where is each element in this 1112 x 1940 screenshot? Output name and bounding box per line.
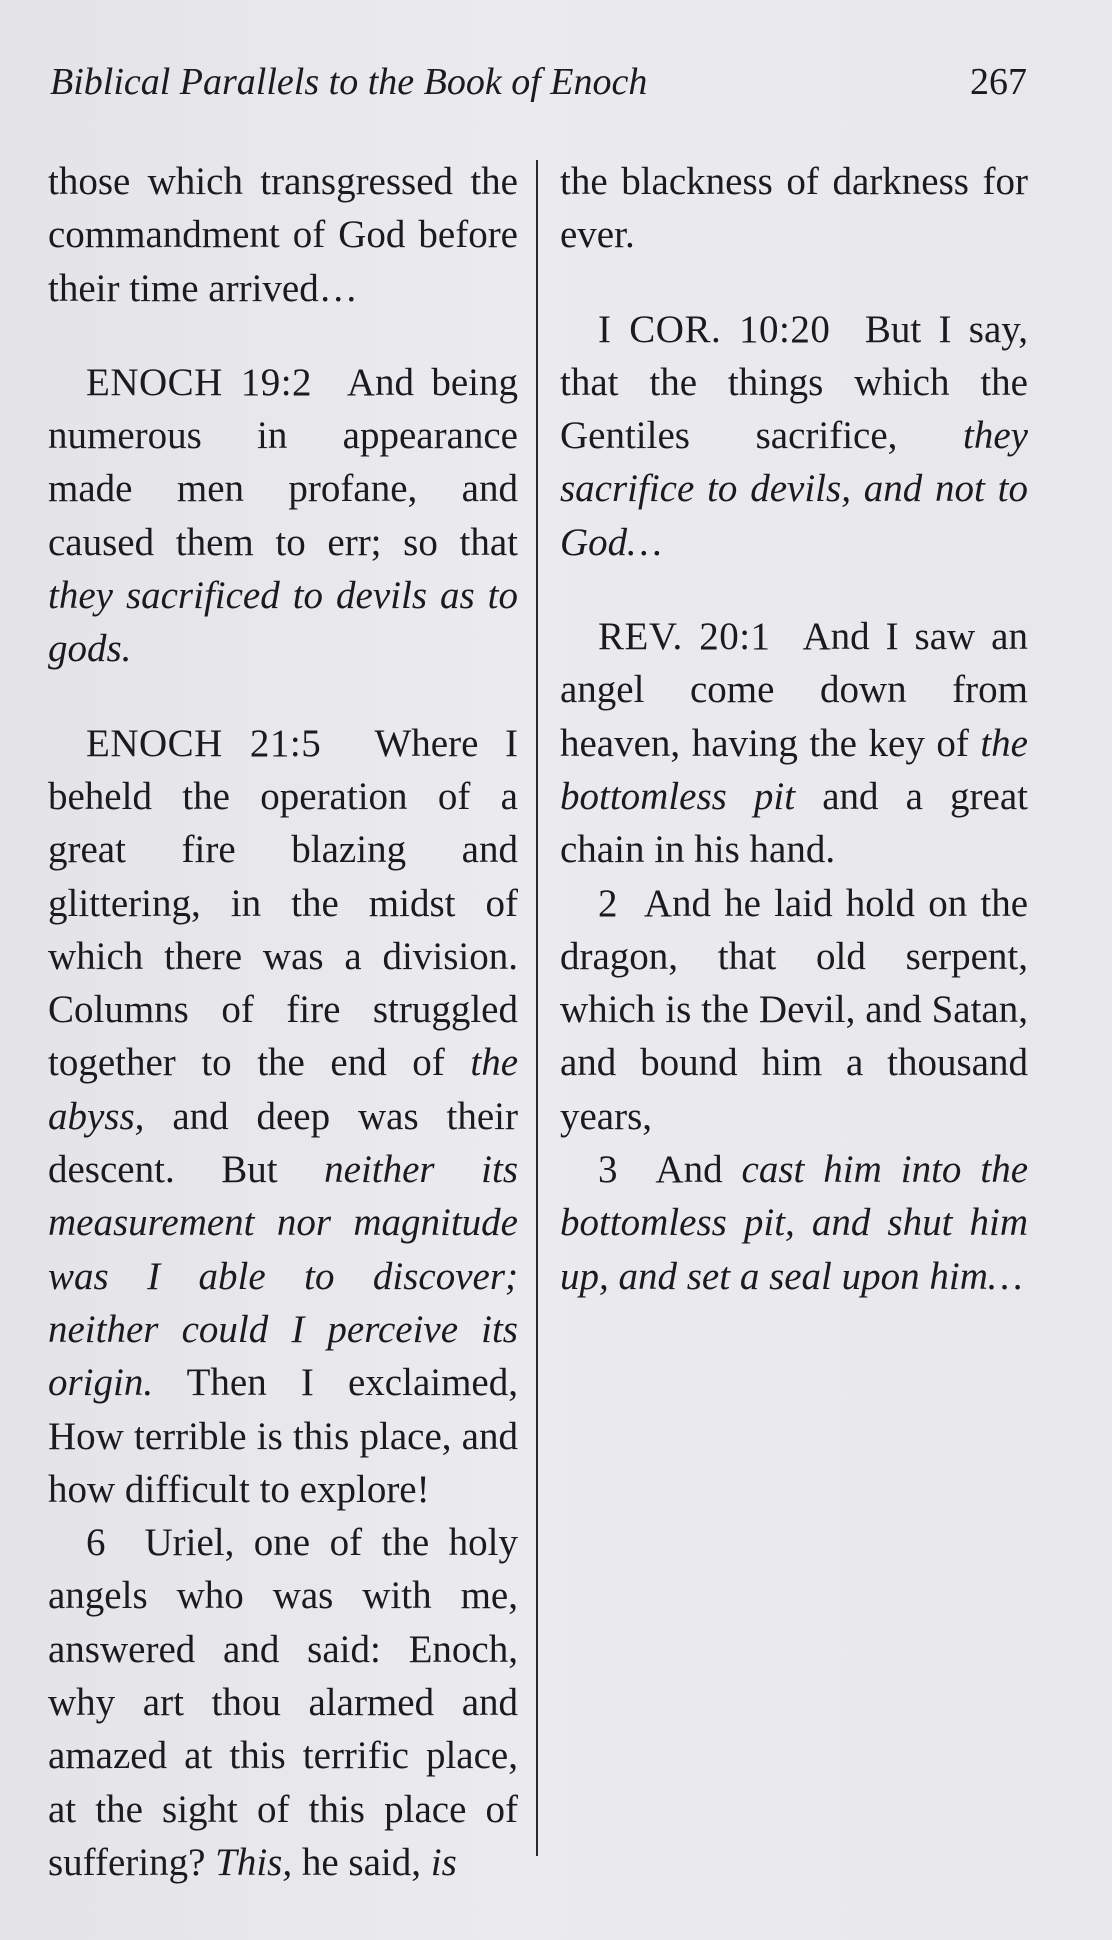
enoch-continuation-text: those which transgressed the commandment of God before their time arrived…: [48, 160, 518, 310]
enoch-21-5-text: Where I beheld the operation of a great fire blazing and glittering, in the midst of which there was a division. Columns of fire struggled together to the end of: [48, 721, 519, 1085]
rev-20-2-verse-number: 2: [598, 881, 618, 925]
rev-20-1-paragraph: [560, 610, 1028, 876]
rev-20-3-verse-number: 3: [598, 1148, 618, 1192]
enoch-21-5-reference: ENOCH 21:5: [86, 721, 322, 765]
bible-continuation-paragraph: [560, 155, 1028, 262]
rev-20-3-paragraph: [560, 1143, 1028, 1303]
enoch-column: [48, 155, 518, 1889]
page-number: 267: [970, 61, 1027, 103]
bible-continuation-text: the blackness of darkness for ever.: [560, 160, 1028, 257]
enoch-19-2-reference: ENOCH 19:2: [86, 360, 313, 404]
enoch-21-6-text: Uriel, one of the holy angels who was with me, answered and said: Enoch, why art thou alarmed and amazed at this terrific place, at the sight of this place of suffering?: [48, 1521, 518, 1884]
enoch-21-6-verse-number: 6: [86, 1521, 106, 1565]
cor-10-20-reference: I COR. 10:20: [598, 307, 831, 351]
enoch-21-5-text-2: and deep was their descent. But: [48, 1094, 518, 1192]
cor-10-20-text: But I say, that the things which the Gentiles sacrifice,: [560, 307, 1028, 458]
rev-20-1-italic-text: the bottomless pit: [560, 721, 1028, 818]
rev-20-1-reference: REV. 20:1: [598, 615, 771, 659]
enoch-21-5-text-3: Then I exclaimed, How terrible is this place, and how difficult to explore!: [48, 1361, 518, 1511]
enoch-21-5-paragraph: [48, 717, 518, 1516]
enoch-21-6-text-2: he said,: [301, 1840, 421, 1884]
enoch-21-6-italic-this: This,: [215, 1840, 293, 1884]
running-head-title: Biblical Parallels to the Book of Enoch: [50, 61, 648, 103]
enoch-21-5-italic-abyss: the abyss,: [48, 1041, 519, 1138]
enoch-continuation-paragraph: [48, 155, 518, 315]
running-head: [50, 58, 1027, 106]
enoch-21-6-paragraph: [48, 1516, 518, 1889]
enoch-19-2-paragraph: [48, 356, 518, 676]
rev-20-2-paragraph: [560, 877, 1028, 1143]
rev-20-3-text: And: [655, 1148, 723, 1192]
cor-10-20-paragraph: [560, 303, 1028, 569]
enoch-19-2-italic-text: they sacrificed to devils as to gods.: [48, 574, 518, 671]
enoch-19-2-text: And being numerous in appearance made men profane, and caused them to err; so that: [48, 360, 519, 564]
enoch-21-6-italic-is: is: [430, 1840, 457, 1884]
enoch-21-5-italic-measurement: neither its measurement nor magnitude was I able to discover; neither could I perceive its origin.: [48, 1148, 518, 1405]
column-divider: [536, 160, 538, 1856]
rev-20-3-italic-text: cast him into the bottomless pit, and shut him up, and set a seal upon him…: [560, 1148, 1029, 1298]
cor-10-20-italic-text: they sacrifice to devils, and not to God…: [560, 414, 1028, 564]
bible-column: [560, 155, 1028, 1303]
rev-20-2-text: And he laid hold on the dragon, that old serpent, which is the Devil, and Satan, and bound him a thousand years,: [560, 881, 1029, 1138]
rev-20-1-text: And I saw an angel come down from heaven, having the key of: [560, 615, 1028, 765]
rev-20-1-text-2: and a great chain in his hand.: [560, 774, 1028, 872]
